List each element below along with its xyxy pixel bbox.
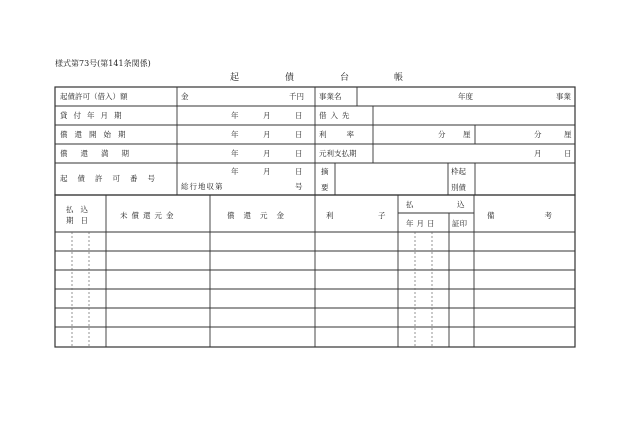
payment-label-right: 込 xyxy=(457,200,465,209)
rate-unit-bu: 分 xyxy=(534,130,542,139)
title-char: 台 xyxy=(340,73,350,83)
rate-unit-ri: 厘 xyxy=(463,130,471,139)
day-label: 日 xyxy=(295,167,303,176)
permit-number-label: 起債許可番号 xyxy=(60,174,165,183)
date-sublabel: 年月日 xyxy=(406,219,438,228)
interest-label-left: 利 xyxy=(326,211,334,220)
payment-label-left: 払 xyxy=(406,200,414,209)
seal-label: 証印 xyxy=(452,219,467,228)
interest-payment-label: 元利支払期 xyxy=(319,149,357,158)
loan-date-label: 貸付年月期 xyxy=(60,111,128,120)
interest-rate-label: 利率 xyxy=(319,130,374,139)
principal-repayment-label: 償還元金 xyxy=(227,211,293,220)
quota-label-top: 枠起 xyxy=(451,167,466,176)
year-label: 年 xyxy=(231,149,239,158)
repayment-end-label: 償還満期 xyxy=(60,149,142,158)
unpaid-principal-label: 未償還元金 xyxy=(120,211,178,220)
amount-prefix: 金 xyxy=(181,92,189,101)
approval-number-label: 総行地収第 xyxy=(181,182,224,191)
month-label: 月 xyxy=(534,149,542,158)
year-label: 年 xyxy=(231,167,239,176)
rate-unit-bu: 分 xyxy=(438,130,446,139)
lender-label: 借入先 xyxy=(319,111,354,120)
month-label: 月 xyxy=(263,130,271,139)
remarks-label-bottom: 要 xyxy=(321,183,329,192)
interest-label-right: 子 xyxy=(378,211,386,220)
year-label: 年 xyxy=(231,130,239,139)
month-label: 月 xyxy=(263,167,271,176)
payment-period-label-top: 払込 xyxy=(66,205,95,214)
title-char: 債 xyxy=(285,73,295,83)
quota-label-bottom: 別債 xyxy=(451,183,466,192)
day-label: 日 xyxy=(564,149,572,158)
remarks-label: 備考 xyxy=(487,211,602,220)
number-suffix: 号 xyxy=(295,182,303,191)
remarks-label-top: 摘 xyxy=(321,167,329,176)
project-label: 事業 xyxy=(556,92,571,101)
rate-unit-ri: 厘 xyxy=(564,130,572,139)
fiscal-year-label: 年度 xyxy=(458,92,473,101)
day-label: 日 xyxy=(295,130,303,139)
month-label: 月 xyxy=(263,149,271,158)
month-label: 月 xyxy=(263,111,271,120)
form-number: 様式第73号(第141条関係) xyxy=(55,59,151,68)
year-label: 年 xyxy=(231,111,239,120)
title-char: 帳 xyxy=(394,73,404,83)
payment-period-label-bottom: 期日 xyxy=(66,216,95,225)
title-char: 起 xyxy=(230,73,240,83)
day-label: 日 xyxy=(295,111,303,120)
amount-unit: 千円 xyxy=(289,92,304,101)
project-name-label: 事業名 xyxy=(319,92,342,101)
day-label: 日 xyxy=(295,149,303,158)
amount-label: 起債許可（借入）額 xyxy=(60,92,128,101)
repayment-start-label: 償還開始期 xyxy=(60,130,133,139)
